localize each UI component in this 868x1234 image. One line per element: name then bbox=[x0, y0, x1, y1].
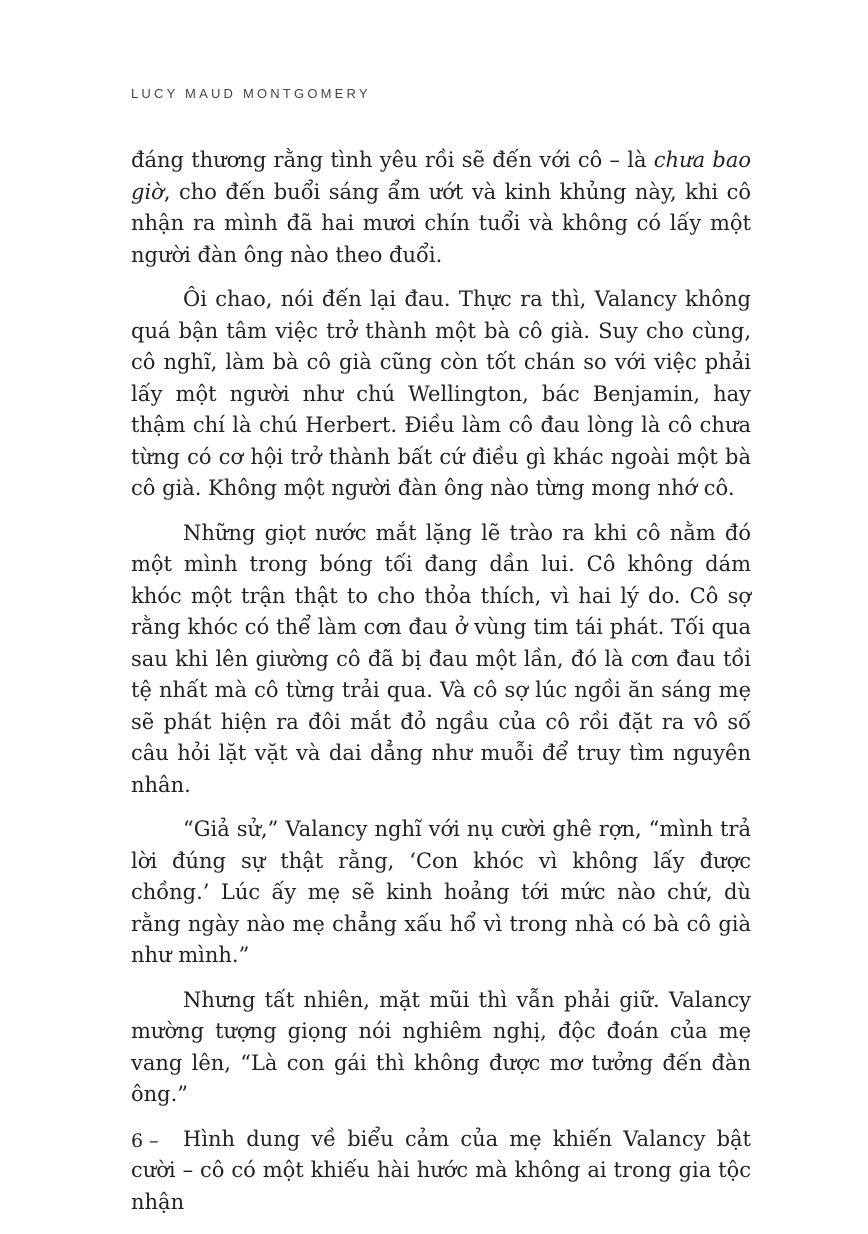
paragraph-5: Nhưng tất nhiên, mặt mũi thì vẫn phải giữ. Valancy mường tượng giọng nói nghiêm nghị, độc đoán của mẹ vang lên, “Là con gái thì không được mơ tưởng đến đàn ông.” bbox=[131, 987, 751, 1106]
paragraph-3: Những giọt nước mắt lặng lẽ trào ra khi cô nằm đó một mình trong bóng tối đang dần lui. Cô không dám khóc một trận thật to cho thỏa thích, vì hai lý do. Cô sợ rằng khóc có thể làm cơn đau ở vùng tim tái phát. Tối qua sau khi lên giường cô đã bị đau một lần, đó là cơn đau tồi tệ nhất mà cô từng trải qua. Và cô sợ lúc ngồi ăn sáng mẹ sẽ phát hiện ra đôi mắt đỏ ngầu của cô rồi đặt ra vô số câu hỏi lặt vặt và dai dẳng như muỗi để truy tìm nguyên nhân. bbox=[131, 520, 751, 797]
running-header: LUCY MAUD MONTGOMERY bbox=[131, 86, 371, 101]
page-number: 6 – bbox=[131, 1130, 159, 1152]
paragraph-6: Hình dung về biểu cảm của mẹ khiến Valancy bật cười – cô có một khiếu hài hước mà không ai trong gia tộc nhận bbox=[131, 1126, 751, 1214]
paragraph-1-italic: chưa bao giờ bbox=[131, 148, 751, 204]
book-body-text bbox=[131, 145, 751, 1218]
paragraph-1 bbox=[131, 145, 751, 271]
paragraph-1-text-a: đáng thương rằng tình yêu rồi sẽ đến với cô – là bbox=[131, 148, 654, 172]
paragraph-4: “Giả sử,” Valancy nghĩ với nụ cười ghê rợn, “mình trả lời đúng sự thật rằng, ‘Con khóc vì không lấy được chồng.’ Lúc ấy mẹ sẽ kinh hoảng tới mức nào chứ, dù rằng ngày nào mẹ chẳng xấu hổ vì trong nhà có bà cô già như mình.” bbox=[131, 817, 751, 967]
paragraph-1-text-b: , cho đến buổi sáng ẩm ướt và kinh khủng này, khi cô nhận ra mình đã hai mươi chín tuổi và không có lấy một người đàn ông nào theo đuổi. bbox=[131, 179, 751, 267]
paragraph-2: Ôi chao, nói đến lại đau. Thực ra thì, Valancy không quá bận tâm việc trở thành một bà cô già. Suy cho cùng, cô nghĩ, làm bà cô già cũng còn tốt chán so với việc phải lấy một người như chú Wellington, bác Benjamin, hay thậm chí là chú Herbert. Điều làm cô đau lòng là cô chưa từng có cơ hội trở thành bất cứ điều gì khác ngoài một bà cô già. Không một người đàn ông nào từng mong nhớ cô. bbox=[131, 287, 751, 500]
